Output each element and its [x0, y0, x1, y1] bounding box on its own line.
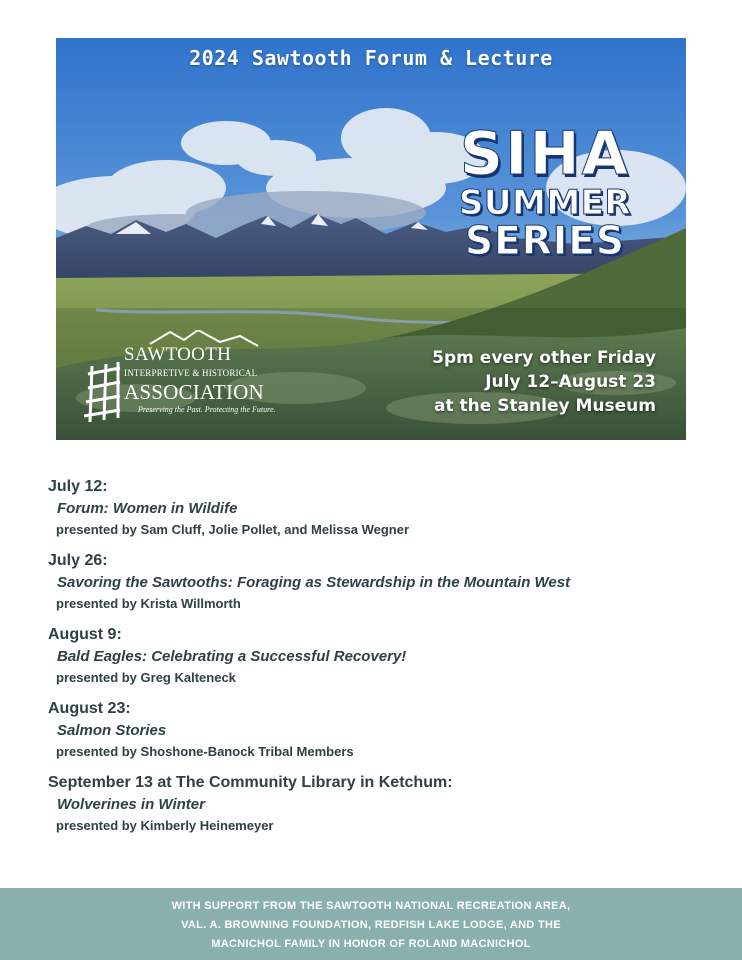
- logo-tagline: Preserving the Past. Protecting the Future.: [138, 405, 276, 414]
- footer-line1: WITH SUPPORT FROM THE SAWTOOTH NATIONAL RECREATION AREA,: [171, 900, 571, 912]
- series-series: SERIES: [464, 219, 625, 264]
- footer-line3: MACNICHOL FAMILY IN HONOR OF ROLAND MACNICHOL: [211, 938, 531, 950]
- event-presenter: presented by Shoshone-Banock Tribal Members: [56, 744, 354, 759]
- event-presenter: presented by Krista Willmorth: [56, 596, 241, 611]
- logo-line3: ASSOCIATION: [124, 380, 264, 404]
- banner-title: 2024 Sawtooth Forum & Lecture: [189, 46, 553, 70]
- series-siha: SIHA: [459, 119, 631, 189]
- event-item: [48, 476, 708, 540]
- event-item: [48, 624, 708, 688]
- event-item: [48, 550, 708, 614]
- series-headline: [434, 119, 656, 264]
- logo-line2: INTERPRETIVE & HISTORICAL: [124, 368, 258, 378]
- event-item: [48, 772, 708, 836]
- event-presenter: presented by Greg Kalteneck: [56, 670, 236, 685]
- event-date: July 26:: [48, 552, 108, 569]
- event-item: [48, 698, 708, 762]
- sponsor-footer: [0, 888, 742, 960]
- event-title: Savoring the Sawtooths: Foraging as Stewardship in the Mountain West: [57, 574, 571, 591]
- when-line2: July 12–August 23: [485, 372, 656, 392]
- event-date: August 9:: [48, 626, 122, 643]
- event-title: Salmon Stories: [57, 722, 167, 739]
- event-date: September 13 at The Community Library in Ketchum:: [48, 774, 453, 791]
- when-line1: 5pm every other Friday: [432, 348, 656, 368]
- event-date: July 12:: [48, 478, 108, 495]
- event-schedule: [48, 476, 708, 846]
- event-title: Forum: Women in Wildife: [57, 500, 238, 517]
- event-title: Bald Eagles: Celebrating a Successful Recovery!: [57, 648, 407, 665]
- event-date: August 23:: [48, 700, 131, 717]
- logo-line1: SAWTOOTH: [124, 344, 232, 365]
- event-presenter: presented by Sam Cluff, Jolie Pollet, and Melissa Wegner: [56, 522, 410, 537]
- footer-line2: VAL. A. BROWNING FOUNDATION, REDFISH LAKE LODGE, AND THE: [181, 919, 561, 931]
- event-presenter: presented by Kimberly Heinemeyer: [56, 818, 274, 833]
- hero-banner: [56, 38, 686, 440]
- when-line3: at the Stanley Museum: [434, 396, 656, 416]
- series-summer: SUMMER: [458, 183, 632, 223]
- siha-logo: [80, 330, 290, 426]
- event-title: Wolverines in Winter: [57, 796, 205, 813]
- series-when: [432, 346, 656, 418]
